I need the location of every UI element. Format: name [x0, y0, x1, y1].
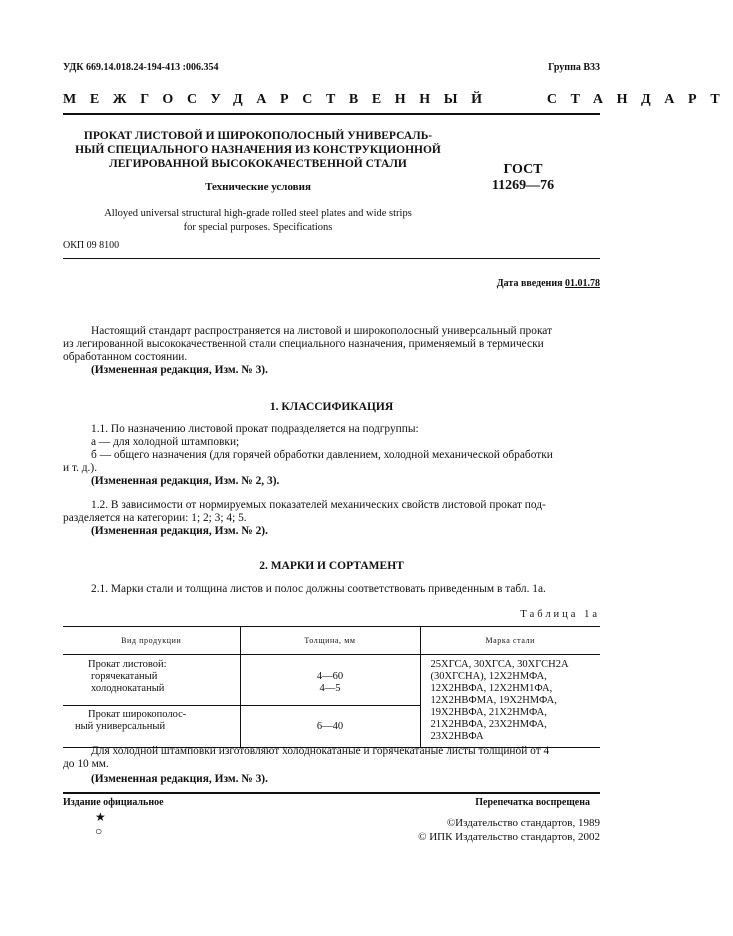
clause-2-1: 2.1. Марки стали и толщина листов и полос должны соответствовать приведенным в табл. 1а. — [91, 583, 546, 595]
intro-date-label: Дата введения — [496, 278, 565, 289]
product-cell — [63, 655, 240, 706]
clause-1-2-edit-note: (Измененная редакция, Изм. № 2). — [91, 525, 268, 537]
copyright-line: ©Издательство стандартов, 1989 — [446, 817, 600, 829]
product-line: горячекатаный — [91, 671, 158, 682]
product-line: холоднокатаный — [91, 683, 165, 694]
grade-line: 21Х2НВФА, 23Х2НМФА, — [430, 719, 547, 730]
product-line: Прокат широкополос- — [88, 708, 187, 720]
clause-line: 1.1. По назначению листовой прокат подразделяется на подгруппы: — [91, 423, 419, 435]
header-grade: Марка стали — [485, 635, 536, 645]
grade-line: 12Х2НВФА, 12Х2НМ1ФА, — [430, 683, 553, 694]
standard-banner: МЕЖГОСУДАРСТВЕННЫЙ СТАНДАРТ — [63, 92, 733, 107]
table-row — [63, 655, 600, 706]
banner-rule — [63, 113, 600, 115]
product-line: Прокат листовой: — [88, 659, 167, 670]
english-title-line: Alloyed universal structural high-grade rolled steel plates and wide strips — [104, 208, 412, 219]
clause-line: и т. д.). — [63, 462, 98, 474]
copyright-line: © ИПК Издательство стандартов, 2002 — [418, 831, 600, 843]
product-line: ный универсальный — [75, 720, 166, 732]
footer-rule — [63, 792, 600, 794]
udk-code: УДК 669.14.018.24-194-413 :006.354 — [63, 62, 219, 73]
preamble-line: Настоящий стандарт распространяется на листовой и широкополосный универсальный прокат — [91, 325, 553, 337]
grade-line: 19Х2НВФА, 21Х2НМФА, — [430, 707, 547, 718]
document-title — [63, 129, 453, 171]
preamble — [63, 325, 603, 377]
preamble-edit-note: (Измененная редакция, Изм. № 3). — [91, 364, 268, 376]
header-thickness: Толщина, мм — [240, 627, 420, 655]
clause-1-1 — [63, 423, 603, 488]
preamble-line: обработанном состоянии. — [63, 351, 188, 363]
grade-line: (30ХГСНА), 12Х2НМФА, — [430, 671, 547, 682]
intro-date — [400, 278, 600, 289]
after-table-line: до 10 мм. — [63, 758, 109, 770]
preamble-line: из легированной высококачественной стали специального назначения, применяемый в термически — [63, 338, 544, 350]
thickness-value: 6—40 — [316, 720, 344, 732]
clause-1-1-edit-note: (Измененная редакция, Изм. № 2, 3). — [91, 475, 280, 487]
grade-line: 25ХГСА, 30ХГСА, 30ХГСН2А — [430, 659, 569, 670]
official-edition: Издание официальное — [63, 797, 164, 808]
title-line: ЛЕГИРОВАННОЙ ВЫСОКОКАЧЕСТВЕННОЙ СТАЛИ — [109, 158, 407, 170]
star-icon: ★ — [95, 810, 106, 824]
table-header-row — [63, 627, 600, 655]
after-table-text — [63, 745, 603, 786]
circle-icon: ○ — [95, 824, 103, 838]
okp-code: ОКП 09 8100 — [63, 240, 120, 251]
after-table-line: Для холодной штамповки изготовляют холоднокатаные и горячекатаные листы толщиной от 4 — [91, 745, 550, 757]
title-line: НЫЙ СПЕЦИАЛЬНОГО НАЗНАЧЕНИЯ ИЗ КОНСТРУКЦИОННОЙ — [75, 144, 441, 156]
section-2-heading: 2. МАРКИ И СОРТАМЕНТ — [259, 560, 404, 572]
title-line: ПРОКАТ ЛИСТОВОЙ И ШИРОКОПОЛОСНЫЙ УНИВЕРСАЛЬ- — [83, 130, 433, 142]
intro-date-value: 01.01.78 — [565, 278, 600, 289]
title-rule — [63, 258, 600, 259]
thickness-cell — [240, 655, 420, 706]
table-label: Таблица 1а — [520, 609, 600, 620]
clause-line: а — для холодной штамповки; — [91, 436, 240, 448]
grades-table — [63, 626, 600, 748]
header-product: Вид продукции — [63, 627, 240, 655]
thickness-cell — [240, 705, 420, 747]
document-subtitle: Технические условия — [205, 181, 311, 193]
clause-1-2 — [63, 499, 603, 538]
group-code: Группа В33 — [548, 62, 600, 73]
thickness-value: 4—5 — [319, 683, 341, 694]
english-title-line: for special purposes. Specifications — [183, 222, 333, 233]
gost-label: ГОСТ — [503, 162, 543, 177]
copyright-block — [340, 816, 600, 844]
english-title — [63, 207, 453, 235]
grade-line: 12Х2НВФМА, 19Х2НМФА, — [430, 695, 557, 706]
reprint-notice: Перепечатка воспрещена — [475, 797, 590, 808]
product-cell — [63, 705, 240, 747]
gost-block — [468, 162, 578, 194]
section-1-heading: 1. КЛАССИФИКАЦИЯ — [269, 401, 394, 413]
gost-number: 11269—76 — [491, 178, 555, 193]
clause-line: б — общего назначения (для горячей обработки давлением, холодной механической обработки — [91, 449, 553, 461]
clause-line: разделяется на категории: 1; 2; 3; 4; 5. — [63, 512, 247, 524]
after-table-edit-note: (Измененная редакция, Изм. № 3). — [91, 773, 268, 785]
grade-line: 23Х2НВФА — [430, 731, 484, 742]
thickness-value: 4—60 — [316, 671, 344, 682]
grades-cell — [420, 655, 600, 748]
clause-line: 1.2. В зависимости от нормируемых показателей механических свойств листовой прокат под- — [91, 499, 546, 511]
